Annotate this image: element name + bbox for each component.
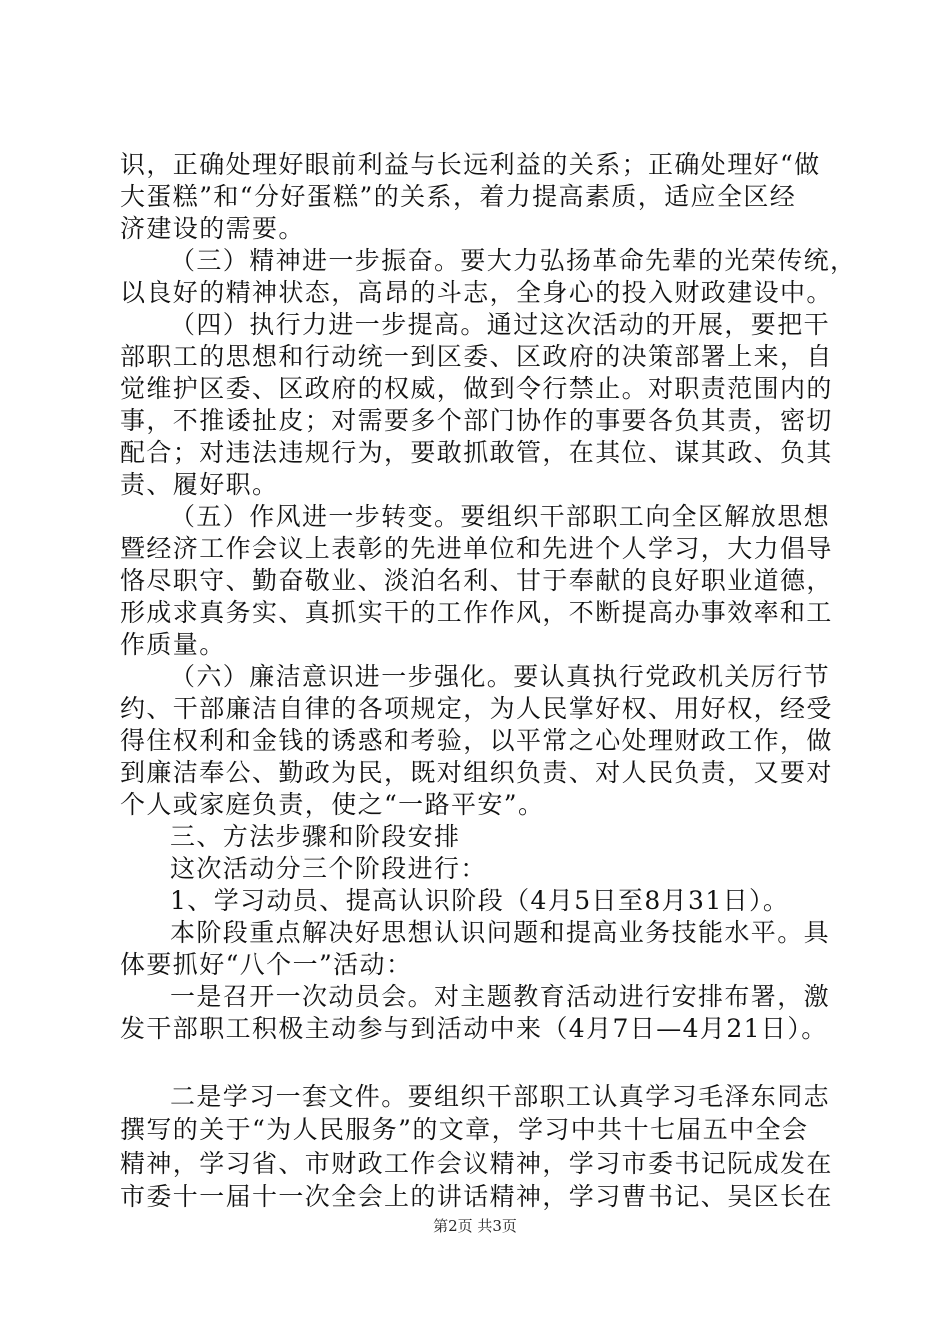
body-text-line: 责、履好职。 xyxy=(120,470,279,499)
paragraph-start-line: （五）作风进一步转变。要组织干部职工向全区解放思想 xyxy=(170,502,831,531)
body-text-line: 部职工的思想和行动统一到区委、区政府的决策部署上来，自 xyxy=(120,342,833,371)
body-text-line: 个人或家庭负责，使之“一路平安”。 xyxy=(120,790,545,819)
body-text-line: 市委十一届十一次全会上的讲话精神，学习曹书记、吴区长在 xyxy=(120,1182,833,1211)
body-text-line: 恪尽职守、勤奋敬业、淡泊名利、甘于奉献的良好职业道德， xyxy=(120,566,833,595)
paragraph-start-line: （三）精神进一步振奋。要大力弘扬革命先辈的光荣传统， xyxy=(170,246,857,275)
body-text-line: 形成求真务实、真抓实干的工作作风，不断提高办事效率和工 xyxy=(120,598,833,627)
body-text-line: 配合；对违法违规行为，要敢抓敢管，在其位、谋其政、负其 xyxy=(120,438,833,467)
paragraph-start-line: 二是学习一套文件。要组织干部职工认真学习毛泽东同志 xyxy=(170,1082,831,1111)
paragraph-start-line: 本阶段重点解决好思想认识问题和提高业务技能水平。具 xyxy=(170,918,831,947)
body-text-line: 精神，学习省、市财政工作会议精神，学习市委书记阮成发在 xyxy=(120,1149,833,1178)
body-text-line: 觉维护区委、区政府的权威，做到令行禁止。对职责范围内的 xyxy=(120,374,833,403)
body-text-line: 济建设的需要。 xyxy=(120,214,305,243)
body-text-line: 暨经济工作会议上表彰的先进单位和先进个人学习，大力倡导 xyxy=(120,534,833,563)
page-number-footer: 第2页 共3页 xyxy=(433,1217,517,1235)
paragraph-start-line: 这次活动分三个阶段进行： xyxy=(170,854,487,883)
body-text-line: 事，不推诿扯皮；对需要多个部门协作的事要各负其责，密切 xyxy=(120,406,833,435)
body-text-line: 大蛋糕”和“分好蛋糕”的关系，着力提高素质，适应全区经 xyxy=(120,182,797,211)
body-text-line: 以良好的精神状态，高昂的斗志，全身心的投入财政建设中。 xyxy=(120,278,833,307)
paragraph-start-line: （四）执行力进一步提高。通过这次活动的开展，要把干 xyxy=(170,310,831,339)
body-text-line: 到廉洁奉公、勤政为民，既对组织负责、对人民负责，又要对 xyxy=(120,758,833,787)
body-text-line: 发干部职工积极主动参与到活动中来（4月7日—4月21日）。 xyxy=(120,1014,828,1043)
body-text-line: 撰写的关于“为人民服务”的文章，学习中共十七届五中全会 xyxy=(120,1115,809,1144)
body-text-line: 体要抓好“八个一”活动： xyxy=(120,950,413,979)
body-text-line: 识，正确处理好眼前利益与长远利益的关系；正确处理好“做 xyxy=(120,150,821,179)
paragraph-start-line: （六）廉洁意识进一步强化。要认真执行党政机关厉行节 xyxy=(170,662,831,691)
body-text-line: 作质量。 xyxy=(120,630,226,659)
body-text-line: 约、干部廉洁自律的各项规定，为人民掌好权、用好权，经受 xyxy=(120,694,833,723)
section-heading: 三、方法步骤和阶段安排 xyxy=(170,822,461,851)
stage-heading: 1、学习动员、提高认识阶段（4月5日至8月31日）。 xyxy=(170,886,790,915)
paragraph-start-line: 一是召开一次动员会。对主题教育活动进行安排布署，激 xyxy=(170,982,831,1011)
body-text-line: 得住权利和金钱的诱惑和考验，以平常之心处理财政工作，做 xyxy=(120,726,833,755)
